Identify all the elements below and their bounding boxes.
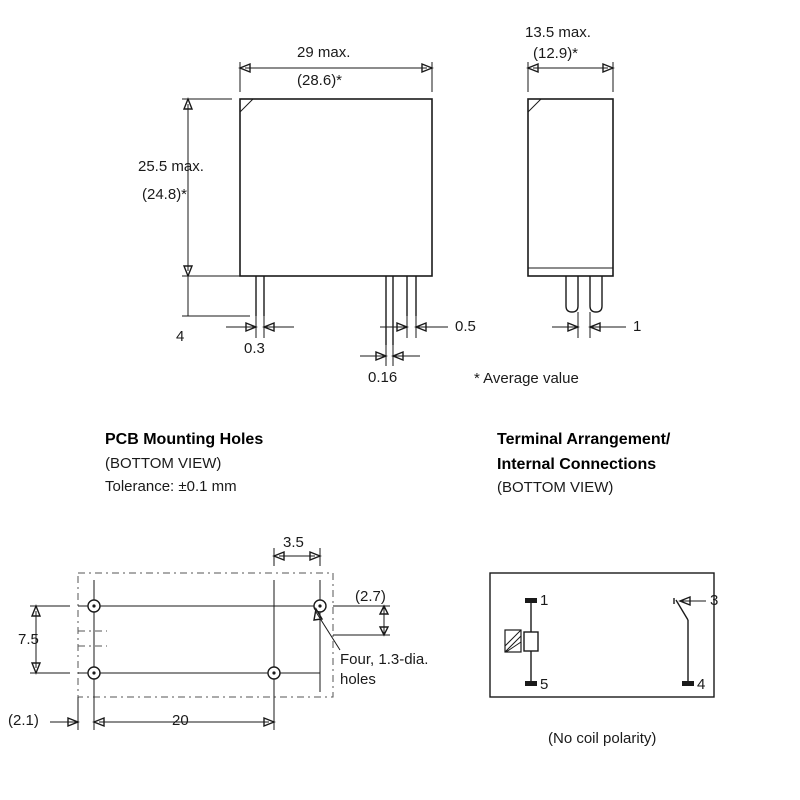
pcb-20-label: 20	[172, 712, 189, 729]
pcb-hole-top-right-center	[318, 604, 321, 607]
pcb-hole-bottom-left-center	[92, 671, 95, 674]
side-view-body	[528, 99, 613, 276]
side-pin-right	[590, 276, 602, 312]
pcb-title: PCB Mounting Holes	[105, 431, 264, 448]
front-height-label: 25.5 max.	[138, 158, 204, 175]
side-pin-left	[566, 276, 578, 312]
pcb-hole-bottom-mid-center	[272, 671, 275, 674]
front-width-label: 29 max.	[297, 44, 351, 61]
pcb-27-label: (2.7)	[355, 588, 386, 605]
dim-016-label: 0.16	[368, 369, 398, 386]
terminal-title-line1: Terminal Arrangement/	[497, 431, 671, 448]
dim-1-label: 1	[633, 318, 642, 335]
pcb-tolerance-label: Tolerance: ±0.1 mm	[105, 478, 237, 495]
terminal-note: (No coil polarity)	[548, 730, 657, 747]
dim-03-label: 0.3	[244, 340, 265, 357]
pcb-callout-line2: holes	[340, 671, 376, 688]
front-view-body	[240, 99, 432, 276]
side-depth-label: 13.5 max.	[525, 24, 591, 41]
dim-05-label: 0.5	[455, 318, 476, 335]
terminal-pin-3-label: 3	[710, 592, 719, 609]
terminal-title-line2: Internal Connections	[497, 456, 657, 473]
pcb-view-label: (BOTTOM VIEW)	[105, 455, 222, 472]
terminal-pin-4-tab	[682, 681, 694, 686]
pcb-75-label: 7.5	[18, 631, 39, 648]
footnote-average-value: * Average value	[474, 370, 579, 387]
pcb-hole-top-left-center	[92, 604, 95, 607]
terminal-pin-1-label: 1	[540, 592, 549, 609]
pin-length-label: 4	[176, 328, 185, 345]
terminal-pin-5-tab	[525, 681, 537, 686]
front-height-avg-label: (24.8)*	[142, 186, 188, 203]
front-width-avg-label: (28.6)*	[297, 72, 343, 89]
coil-hatch-block	[505, 630, 521, 652]
coil-body	[524, 632, 538, 651]
pcb-outline-dashed	[78, 573, 333, 697]
terminal-pin-1-tab	[525, 598, 537, 603]
pcb-callout-line1: Four, 1.3-dia.	[340, 651, 429, 668]
pcb-inner-dashed-left	[78, 631, 107, 646]
side-depth-avg-label: (12.9)*	[533, 45, 579, 62]
terminal-pin-4-label: 4	[697, 676, 706, 693]
pcb-21-label: (2.1)	[8, 712, 39, 729]
pcb-35-label: 3.5	[283, 534, 304, 551]
terminal-pin-5-label: 5	[540, 676, 549, 693]
terminal-view-label: (BOTTOM VIEW)	[497, 479, 614, 496]
